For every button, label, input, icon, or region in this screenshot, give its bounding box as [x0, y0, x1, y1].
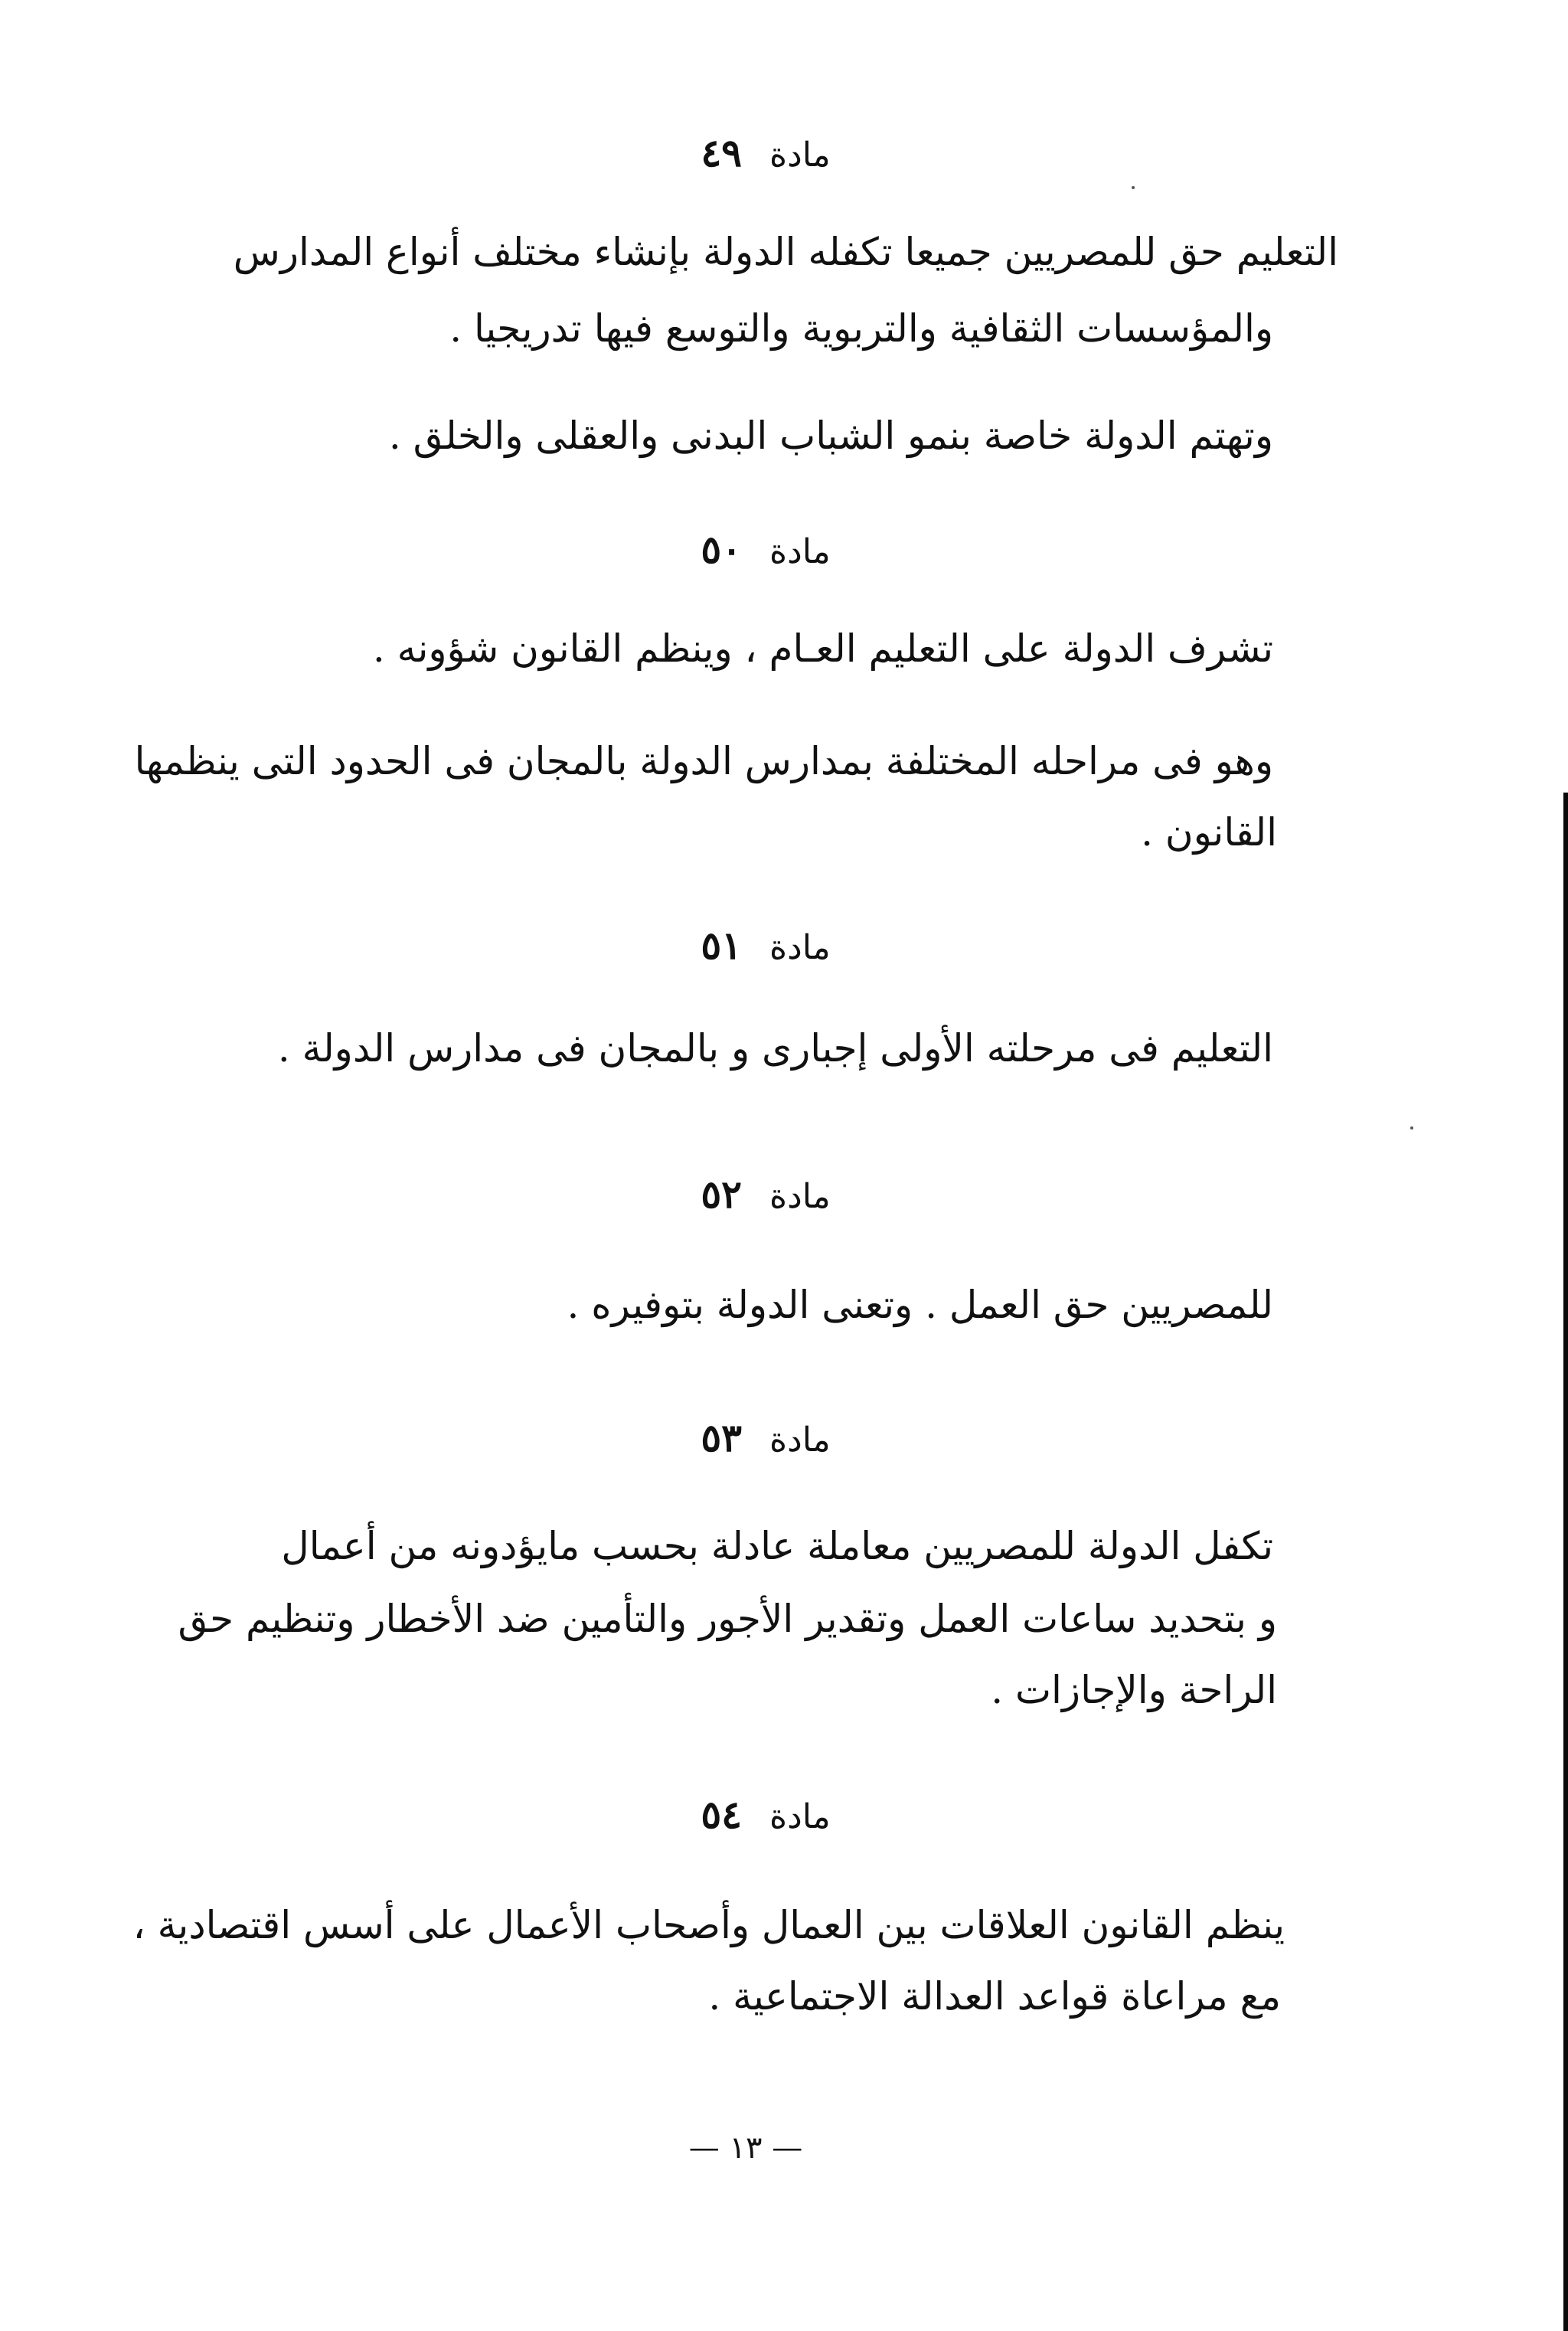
article-text-line: وهو فى مراحله المختلفة بمدارس الدولة بالمجان فى الحدود التى ينظمها: [134, 739, 1273, 783]
article-text-line: وتهتم الدولة خاصة بنمو الشباب البدنى والعقلى والخلق .: [388, 414, 1273, 458]
article-text-line: للمصريين حق العمل . وتعنى الدولة بتوفيره .: [567, 1283, 1273, 1327]
article-text-line: التعليم فى مرحلته الأولى إجبارى و بالمجان فى مدارس الدولة .: [277, 1026, 1273, 1071]
article-label: مادة: [769, 1421, 831, 1460]
article-heading: [612, 527, 919, 575]
scan-speck: [1132, 186, 1135, 189]
article-number: ٥٢: [701, 1172, 743, 1217]
article-heading: [612, 1415, 919, 1463]
article-label: مادة: [769, 1177, 831, 1216]
scan-speck: [1410, 1126, 1413, 1130]
scan-edge-shadow: [1563, 793, 1568, 2331]
article-label: مادة: [769, 1797, 831, 1836]
article-heading: [612, 130, 919, 178]
page-number: — ١٣ —: [688, 2130, 803, 2166]
article-text-line: مع مراعاة قواعد العدالة الاجتماعية .: [708, 1974, 1281, 2019]
article-text-line: تكفل الدولة للمصريين معاملة عادلة بحسب مايؤدونه من أعمال: [281, 1524, 1273, 1568]
article-text-line: التعليم حق للمصريين جميعا تكفله الدولة بإنشاء مختلف أنواع المدارس: [233, 230, 1338, 274]
article-heading: [612, 1792, 919, 1840]
article-text-line: و بتحديد ساعات العمل وتقدير الأجور والتأمين ضد الأخطار وتنظيم حق: [178, 1597, 1277, 1641]
article-text-line: الراحة والإجازات .: [991, 1668, 1277, 1712]
article-heading: [612, 923, 919, 971]
article-text-line: والمؤسسات الثقافية والتربوية والتوسع فيها تدريجيا .: [449, 306, 1273, 351]
article-heading: [612, 1172, 919, 1220]
article-number: ٥٤: [701, 1792, 743, 1837]
article-text-line: ينظم القانون العلاقات بين العمال وأصحاب الأعمال على أسس اقتصادية ،: [132, 1903, 1285, 1947]
article-label: مادة: [769, 928, 831, 967]
article-number: ٥١: [701, 923, 743, 968]
article-text-line: القانون .: [1141, 810, 1277, 855]
article-number: ٥٠: [701, 527, 743, 572]
article-label: مادة: [769, 532, 831, 571]
article-number: ٥٣: [701, 1415, 743, 1460]
article-label: مادة: [769, 136, 831, 175]
article-number: ٤٩: [701, 130, 743, 175]
article-text-line: تشرف الدولة على التعليم العـام ، وينظم القانون شؤونه .: [372, 626, 1273, 671]
